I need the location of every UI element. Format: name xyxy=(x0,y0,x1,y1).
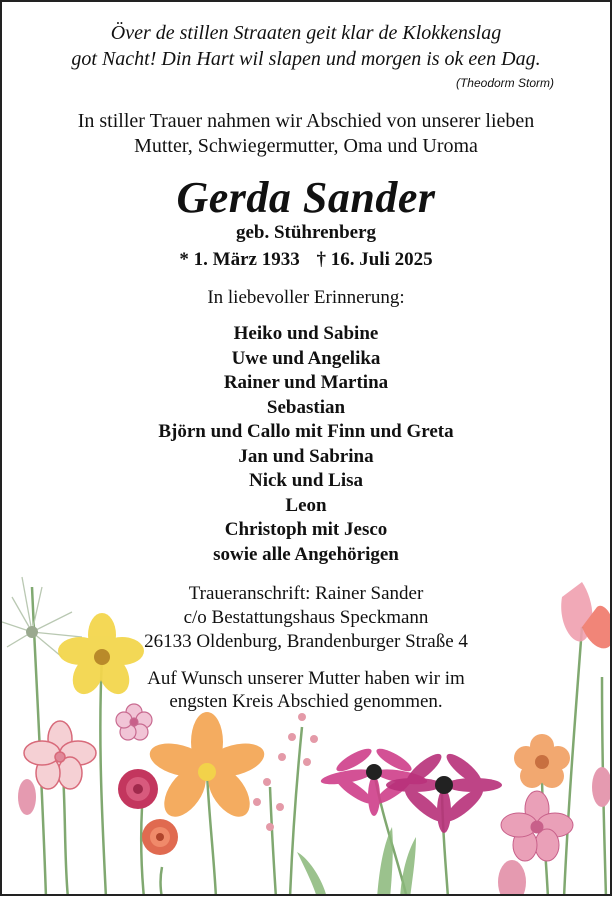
family-member: sowie alle Angehörigen xyxy=(213,543,399,565)
family-member: Christoph mit Jesco xyxy=(224,519,388,540)
poem-line-1: Över de stillen Straaten geit klar de Klokkenslag xyxy=(110,22,502,44)
born-name: geb. Stührenberg xyxy=(235,222,377,243)
address-block xyxy=(2,582,610,654)
peach-flower xyxy=(514,734,570,788)
rose-flower xyxy=(118,769,158,809)
family-member: Uwe und Angelika xyxy=(231,347,381,369)
pink-flower xyxy=(24,721,96,789)
notice-line-1: Auf Wunsch unserer Mutter haben wir im xyxy=(147,668,465,689)
family-member: Leon xyxy=(285,494,327,516)
memory-line: In liebevoller Erinnerung: xyxy=(207,287,405,308)
family-member: Björn und Callo mit Finn und Greta xyxy=(158,421,454,442)
rose-flower xyxy=(142,819,178,855)
address-line-3: 26133 Oldenburg, Brandenburger Straße 4 xyxy=(144,631,468,652)
family-member: Sebastian xyxy=(266,396,346,418)
notice-line-2: engsten Kreis Abschied genommen. xyxy=(169,691,443,712)
intro-text xyxy=(2,109,610,159)
family-list xyxy=(2,322,610,567)
family-member: Nick und Lisa xyxy=(248,470,364,491)
intro-line-1: In stiller Trauer nahmen wir Abschied von unserer lieben xyxy=(77,110,535,132)
address-line-2: c/o Bestattungshaus Speckmann xyxy=(183,607,429,628)
poem-author: (Theodorm Storm) xyxy=(455,76,554,90)
intro-line-2: Mutter, Schwiegermutter, Oma und Uroma xyxy=(134,135,478,157)
family-member: Jan und Sabrina xyxy=(238,445,374,467)
notice-block xyxy=(2,667,610,713)
deceased-name: Gerda Sander xyxy=(176,173,436,222)
address-line-1: Traueranschrift: Rainer Sander xyxy=(188,583,424,604)
family-member: Rainer und Martina xyxy=(223,372,389,393)
poem-line-2: got Nacht! Din Hart wil slapen und morgen is ok een Dag. xyxy=(71,48,541,70)
pink-flower-right xyxy=(501,791,573,861)
poem xyxy=(2,20,610,72)
orange-flower xyxy=(146,712,268,824)
life-dates xyxy=(2,249,610,271)
birth-date: * 1. März 1933 xyxy=(179,249,300,270)
bud-cluster xyxy=(253,713,318,831)
death-date: † 16. Juli 2025 xyxy=(316,249,433,270)
family-member: Heiko und Sabine xyxy=(233,323,379,344)
